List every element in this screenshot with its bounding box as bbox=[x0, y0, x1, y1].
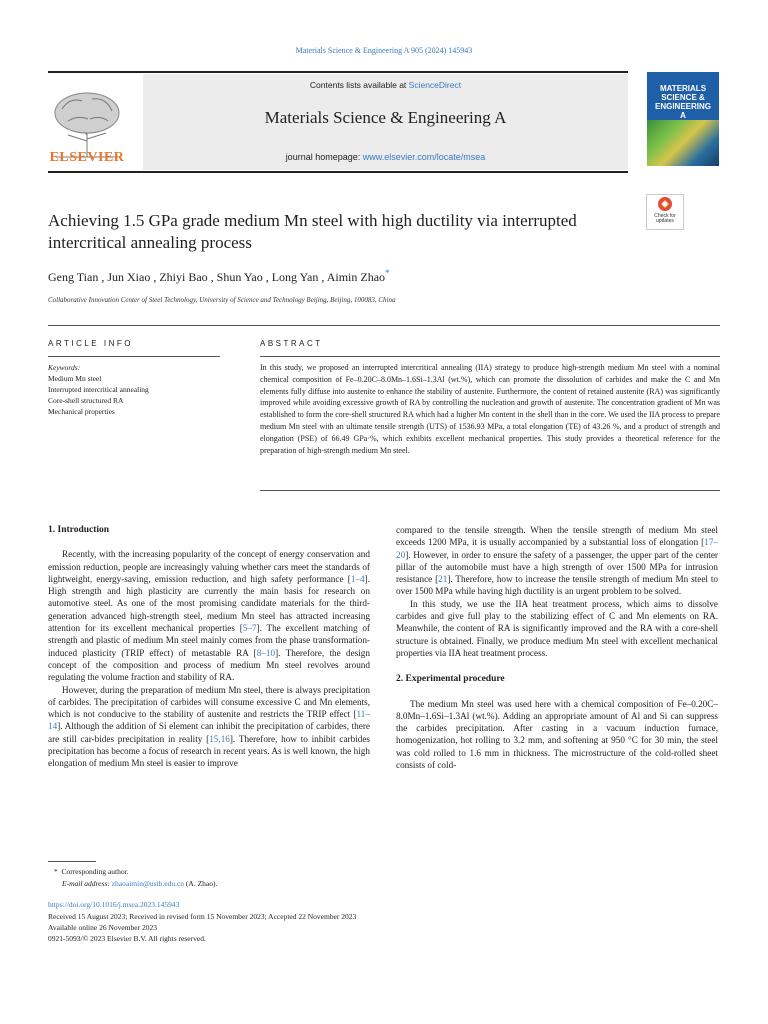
keywords-label: Keywords: bbox=[48, 363, 81, 372]
journal-title: Materials Science & Engineering A bbox=[264, 108, 507, 127]
citation-link[interactable]: 1–4 bbox=[350, 573, 365, 584]
keyword-item: Core-shell structured RA bbox=[48, 396, 124, 405]
check-for-updates-icon[interactable] bbox=[646, 194, 684, 230]
email-link[interactable]: zhaoaimin@ustb.edu.cn bbox=[111, 879, 185, 888]
citation-link[interactable]: 8–10 bbox=[256, 647, 276, 658]
body-left-column bbox=[48, 524, 370, 770]
citation-link[interactable]: 5–7 bbox=[242, 623, 257, 634]
article-title: Achieving 1.5 GPa grade medium Mn steel with high ductility via interrupted intercritical annealing process bbox=[48, 211, 577, 252]
header-bottom-rule bbox=[48, 171, 628, 173]
email-footnote: E-mail address: zhaoaimin@ustb.edu.cn (A. Zhao). bbox=[62, 879, 218, 888]
corresponding-footnote: * Corresponding author. bbox=[54, 867, 129, 876]
copyright: 0921-5093/© 2023 Elsevier B.V. All rights reserved. bbox=[48, 934, 206, 943]
journal-cover[interactable] bbox=[647, 72, 719, 166]
sciencedirect-link[interactable]: ScienceDirect bbox=[408, 80, 462, 90]
journal-homepage: journal homepage: www.elsevier.com/locate/msea bbox=[285, 152, 486, 162]
keyword-item: Mechanical properties bbox=[48, 407, 115, 416]
citation-link[interactable]: 21 bbox=[438, 574, 448, 585]
journal-homepage-link[interactable]: www.elsevier.com/locate/msea bbox=[362, 152, 486, 162]
received-dates: Received 15 August 2023; Received in revised form 15 November 2023; Accepted 22 November 2023 bbox=[48, 912, 357, 921]
corresponding-author-mark[interactable]: * bbox=[385, 268, 390, 278]
cover-image bbox=[647, 120, 719, 166]
abstract-bottom-rule bbox=[260, 490, 720, 491]
doi-link[interactable]: https://doi.org/10.1016/j.msea.2023.145943 bbox=[48, 900, 180, 909]
article-info-heading: ARTICLE INFO bbox=[48, 339, 133, 348]
cover-title: MATERIALS SCIENCE & ENGINEERING A bbox=[654, 84, 711, 120]
paragraph: compared to the tensile strength. When the tensile strength of medium Mn steel exceeds 1200 MPa, it is usually accompanied by a substantial loss of elongation [17–20]. However, in order to ensure the safety of a passenger, the upper part of the center pillar of the automobile must have a high strength of over 1500 MPa for intrusion resistance [21]. Therefore, how to increase the tensile strength of medium Mn steel to over 1500 MPa while having high ductility is an urgent problem to be solved. bbox=[396, 525, 719, 597]
author-list[interactable]: Geng Tian , Jun Xiao , Zhiyi Bao , Shun Yao , Long Yan , Aimin Zhao* bbox=[48, 268, 390, 284]
abstract-heading: ABSTRACT bbox=[260, 339, 323, 348]
publisher-name: ELSEVIER bbox=[49, 150, 125, 165]
body-right-column bbox=[396, 524, 718, 771]
check-for-updates-label: Check for updates bbox=[654, 213, 676, 224]
paragraph: In this study, we use the IIA heat treatment process, which aims to dissolve carbides and give full play to the stabilizing effect of C and Mn elements on RA. Meanwhile, the content of RA is significantly improved and the RA with a core-shell structure is obtained. Finally, we produce medium Mn steel with excellent mechanical properties via IIA heat treatment process. bbox=[396, 598, 718, 658]
contents-available: Contents lists available at ScienceDirect bbox=[309, 80, 462, 90]
keyword-item: Interrupted intercritical annealing bbox=[48, 385, 149, 394]
paragraph: Recently, with the increasing popularity of the concept of energy conservation and emission reduction, people are increasingly valuing whether cars meet the standards of lightweight, energy-saving, emission reduction, and high safety performance [1–4]. High strength and high plasticity are currently the main basis for research on automotive steel. As one of the most promising candidate materials for the third-generation advanced high-strength steel, medium Mn steel has attracted increasing attention for its excellent mechanical properties [5–7]. The excellent matching of strength and plastic of medium Mn steel mainly comes from the phase transformation-induced plasticity (TRIP effect) of metastable RA [8–10]. Therefore, the design concept of the composition and process of medium Mn steel revolves around regulating the volume fraction and stability of RA. bbox=[48, 549, 370, 683]
info-divider bbox=[48, 356, 220, 357]
abstract-text: In this study, we proposed an interrupted intercritical annealing (IIA) strategy to produce high-strength medium Mn steel with a nominal chemical composition of Fe–0.20C–8.0Mn–1.6Si–1.3Al (wt.%), which can promote the dissolution of carbides and make the C and Mn elements fully diffuse into austenite to enhance the stability of austenite. Furthermore, the content of retained austenite (RA) was significantly improved while avoiding excessive growth of RA by controlling the nucleation and growth of austenite. The concentration gradient of Mn was established to form the core-shell structured RA which had a higher Mn content in the shell than in the core. We used the IIA process to prepare medium Mn steel with an ultimate tensile strength (UTS) of 1536.93 MPa, a total elongation (TE) of 43.26 %, and a product of strength and elongation (PSE) of 66.49 GPa·%, which exhibits excellent mechanical properties. This study provides a theoretical reference for the preparation of high-strength medium Mn steel. bbox=[260, 363, 720, 455]
keywords bbox=[48, 362, 220, 417]
citation-link[interactable]: 11–14 bbox=[48, 709, 370, 732]
header-top-rule bbox=[48, 71, 628, 73]
divider bbox=[48, 325, 720, 326]
section-heading-introduction: 1. Introduction bbox=[48, 525, 110, 535]
paragraph: However, during the preparation of medium Mn steel, there is always precipitation of carbides. The precipitation of carbides will consume excessive C and Mn elements, which is not conducive to the stability of austenite and restricts the TRIP effect [11–14]. Although the addition of Si element can inhibit the precipitation of carbides, there are still car-bides precipitation in reality [15,16]. Therefore, how to inhibit carbides precipitation has become a focus of research in recent years. As is well known, the high elongation of medium Mn steel is easier to improve bbox=[48, 684, 370, 769]
paragraph: The medium Mn steel was used here with a chemical composition of Fe–0.20C–8.0Mn–1.6Si–1.3Al (wt.%). Adding an appropriate amount of Al and Si can suppress the carbides precipitation. After casting in a vacuum induction furnace, homogenization, hot rolling to 3.2 mm, and softening at 950 °C for 30 min, the steel was cold rolled to 1.6 mm in thickness. The microstructure of the cold-rolled sheet consists of cold- bbox=[396, 698, 718, 771]
citation-link[interactable]: 15,16 bbox=[209, 733, 230, 744]
footnote-rule bbox=[48, 861, 96, 862]
running-header[interactable]: Materials Science & Engineering A 905 (2024) 145943 bbox=[295, 46, 473, 55]
section-heading-experimental: 2. Experimental procedure bbox=[396, 674, 505, 685]
available-online: Available online 26 November 2023 bbox=[48, 923, 157, 932]
affiliation: Collaborative Innovation Center of Steel Technology, University of Science and Technology Beijing, Beijing, 100083, China bbox=[48, 296, 396, 304]
keyword-item: Medium Mn steel bbox=[48, 374, 102, 383]
abstract-divider bbox=[260, 356, 720, 357]
citation-link[interactable]: 17–20 bbox=[396, 537, 718, 560]
